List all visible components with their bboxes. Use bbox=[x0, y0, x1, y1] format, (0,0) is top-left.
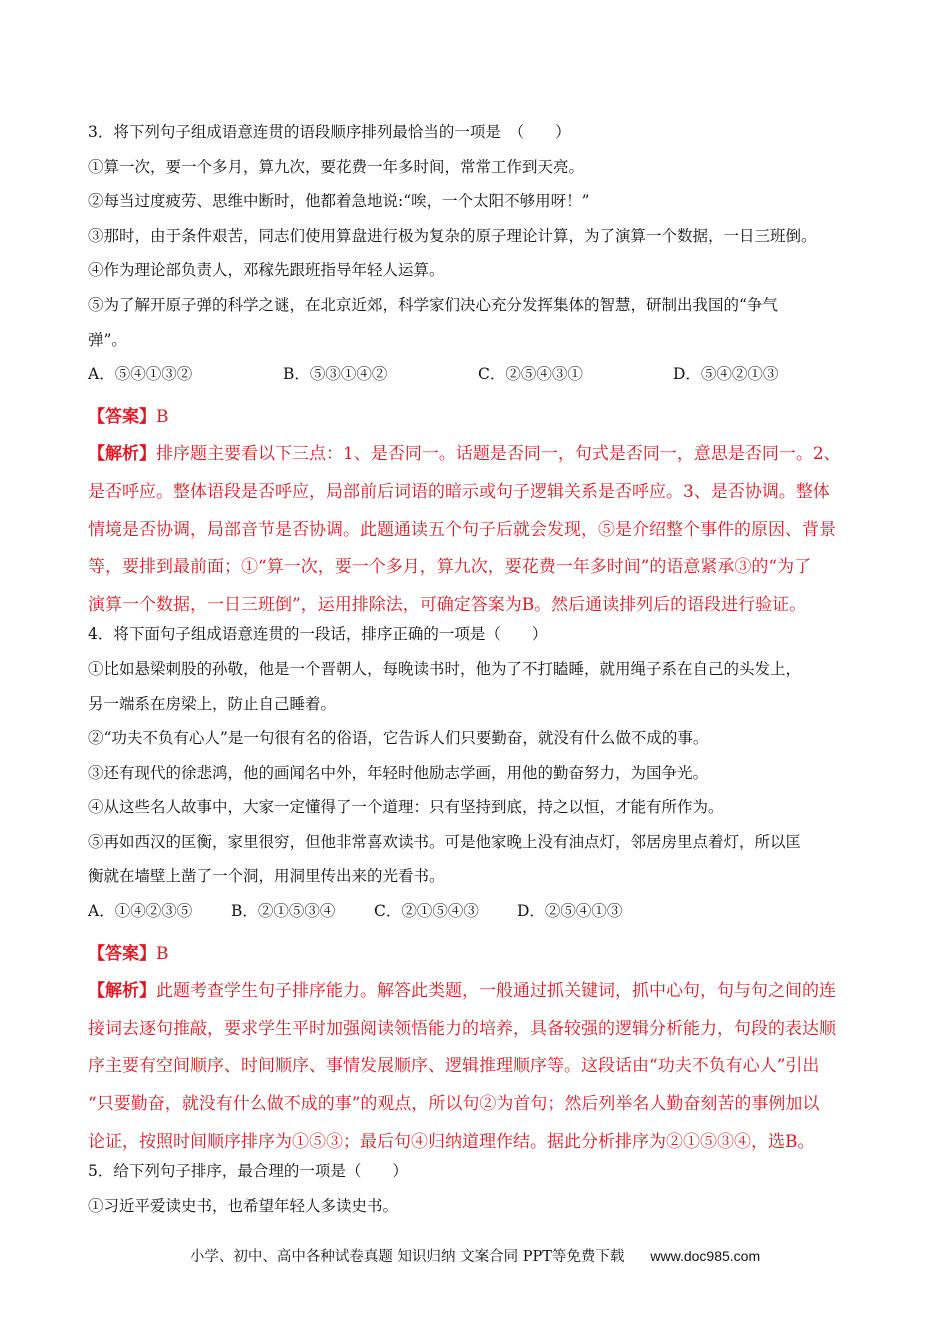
q4-answer-tag: 【答案】 bbox=[88, 943, 156, 964]
q3-option-a: A．⑤④①③② bbox=[88, 365, 193, 384]
q3-analysis-line-4: 等，要排到最前面；①“算一次，要一个多月，算九次，要花费一年多时间”的语意紧承③的“为了 bbox=[88, 557, 812, 578]
q3-analysis-line-1: 【解析】排序题主要看以下三点：1、是否同一。话题是否同一，句式是否同一，意思是否同一。2、 bbox=[88, 444, 841, 465]
q3-sentence-1: ①算一次，要一个多月，算九次，要花费一年多时间，常常工作到天亮。 bbox=[88, 157, 585, 176]
q3-sentence-2: ②每当过度疲劳、思维中断时，他都着急地说:“唉，一个太阳不够用呀！” bbox=[88, 192, 590, 211]
q3-sentence-4: ④作为理论部负责人，邓稼先跟班指导年轻人运算。 bbox=[88, 261, 445, 280]
q4-option-a: A．①④②③⑤ bbox=[88, 902, 193, 921]
q4-sentence-2: ②“功夫不负有心人”是一句很有名的俗语，它告诉人们只要勤奋，就没有什么做不成的事。 bbox=[88, 729, 709, 748]
q5-stem: 5．给下列句子排序，最合理的一项是（ ） bbox=[88, 1162, 408, 1181]
q4-analysis-tag: 【解析】 bbox=[88, 981, 156, 1002]
q3-answer bbox=[88, 399, 868, 437]
q3-sentence-5b: 弹”。 bbox=[88, 330, 127, 349]
q4-analysis-line-4: “只要勤奋，就没有什么做不成的事”的观点，所以句②为首句；然后列举名人勤奋刻苦的事例加以 bbox=[88, 1094, 820, 1115]
footer-site-link[interactable]: www.doc985.com bbox=[650, 1248, 761, 1264]
footer-text: 小学、初中、高中各种试卷真题 知识归纳 文案合同 PPT等免费下载 bbox=[189, 1249, 625, 1265]
q3-analysis-line-5: 演算一个数据，一日三班倒”，运用排除法，可确定答案为B。然后通读排列后的语段进行验证。 bbox=[88, 594, 807, 615]
q3-stem: 3．将下列句子组成语意连贯的语段顺序排列最恰当的一项是 （ ） bbox=[88, 123, 571, 141]
q3-analysis-line-3: 情境是否协调，局部音节是否协调。此题通读五个句子后就会发现，⑤是介绍整个事件的原因、背景 bbox=[88, 519, 836, 540]
q3-sentence-3: ③那时，由于条件艰苦，同志们使用算盘进行极为复杂的原子理论计算，为了演算一个数据，一日三班倒。 bbox=[88, 226, 817, 245]
q4-sentence-5b: 衡就在墙壁上凿了一个洞，用洞里传出来的光看书。 bbox=[88, 867, 445, 886]
q4-answer-value: B bbox=[156, 943, 169, 964]
q3-option-b: B．⑤③①④② bbox=[283, 365, 388, 384]
q3-answer-tag: 【答案】 bbox=[88, 406, 156, 427]
q3-analysis-tag: 【解析】 bbox=[88, 444, 156, 465]
q4-sentence-1b: 另一端系在房梁上，防止自己睡着。 bbox=[88, 694, 337, 713]
q4-sentence-3: ③还有现代的徐悲鸿，他的画闻名中外，年轻时他励志学画，用他的勤奋努力，为国争光。 bbox=[88, 763, 709, 782]
q3-option-d: D．⑤④②①③ bbox=[673, 365, 779, 384]
q4-stem: 4．将下面句子组成语意连贯的一段话，排序正确的一项是（ ） bbox=[88, 625, 548, 644]
q4-sentence-4: ④从这些名人故事中，大家一定懂得了一个道理：只有坚持到底，持之以恒，才能有所作为。 bbox=[88, 798, 724, 817]
q4-analysis-line-5: 论证，按照时间顺序排序为①⑤③；最后句④归纳道理作结。据此分析排序为②①⑤③④，选B。 bbox=[88, 1131, 815, 1152]
q4-analysis-line-3: 序主要有空间顺序、时间顺序、事情发展顺序、逻辑推理顺序等。这段话由“功夫不负有心人”引出 bbox=[88, 1056, 820, 1077]
q3-options bbox=[88, 364, 868, 384]
q3-answer-value: B bbox=[156, 406, 169, 427]
q3-sentence-5a: ⑤为了解开原子弹的科学之谜，在北京近郊，科学家们决心充分发挥集体的智慧，研制出我国的“争气 bbox=[88, 295, 778, 314]
q5-sentence-1: ①习近平爱读史书，也希望年轻人多读史书。 bbox=[88, 1196, 399, 1215]
q4-analysis-line-1: 【解析】此题考查学生句子排序能力。解答此类题，一般通过抓关键词，抓中心句，句与句之间的连 bbox=[88, 981, 836, 1002]
q4-option-c: C．②①⑤④③ bbox=[374, 902, 479, 921]
q4-option-d: D．②⑤④①③ bbox=[517, 902, 623, 921]
q4-options bbox=[88, 901, 868, 921]
q4-analysis-line-2: 接词去逐句推敲，要求学生平时加强阅读领悟能力的培养，具备较强的逻辑分析能力，句段的表达顺 bbox=[88, 1018, 836, 1039]
q3-analysis-line-2: 是否呼应。整体语段是否呼应，局部前后词语的暗示或句子逻辑关系是否呼应。3、是否协调。整体 bbox=[88, 481, 830, 502]
q3-option-c: C．②⑤④③① bbox=[478, 365, 583, 384]
q4-sentence-5a: ⑤再如西汉的匡衡，家里很穷，但他非常喜欢读书。可是他家晚上没有油点灯，邻居房里点着灯，所以匡 bbox=[88, 832, 802, 851]
document-content bbox=[88, 122, 868, 1230]
q4-sentence-1a: ①比如悬梁刺股的孙敬，他是一个晋朝人，每晚读书时，他为了不打瞌睡，就用绳子系在自己的头发上， bbox=[88, 659, 802, 678]
page-footer bbox=[0, 1245, 950, 1266]
q4-option-b: B．②①⑤③④ bbox=[231, 902, 336, 921]
q4-answer bbox=[88, 936, 868, 974]
